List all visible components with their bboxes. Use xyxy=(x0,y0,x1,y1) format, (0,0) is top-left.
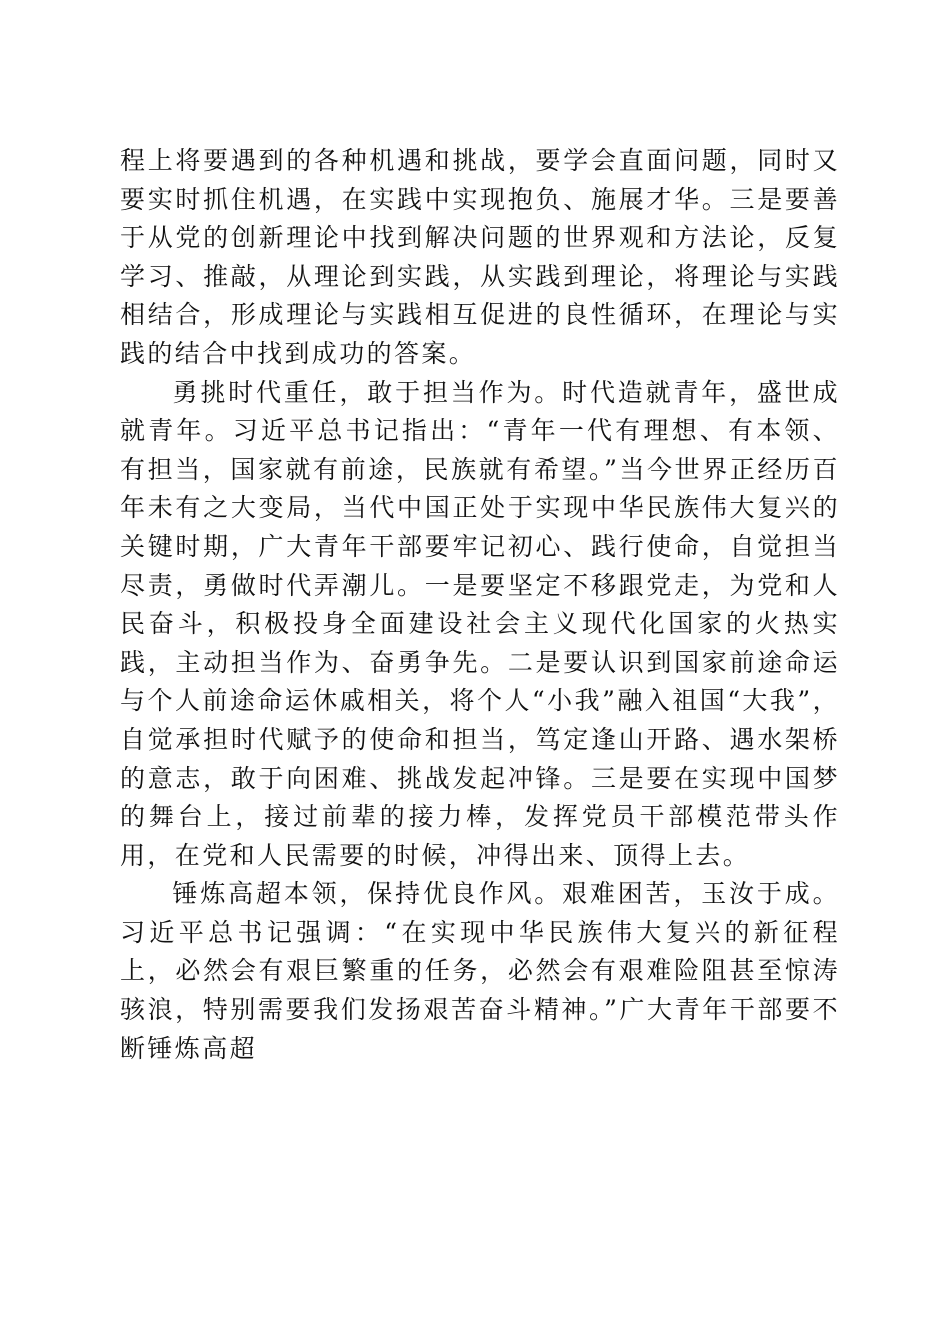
paragraph-2: 勇挑时代重任，敢于担当作为。时代造就青年，盛世成就青年。习近平总书记指出：“青年一代有理想、有本领、有担当，国家就有前途，民族就有希望。”当今世界正经历百年未有之大变局，当代中国正处于实现中华民族伟大复兴的关键时期，广大青年干部要牢记初心、践行使命，自觉担当尽责，勇做时代弄潮儿。一是要坚定不移跟党走，为党和人民奋斗，积极投身全面建设社会主义现代化国家的火热实践，主动担当作为、奋勇争先。二是要认识到国家前途命运与个人前途命运休戚相关，将个人“小我”融入祖国“大我”，自觉承担时代赋予的使命和担当，笃定逢山开路、遇水架桥的意志，敢于向困难、挑战发起冲锋。三是要在实现中国梦的舞台上，接过前辈的接力棒，发挥党员干部模范带头作用，在党和人民需要的时候，冲得出来、顶得上去。 xyxy=(120,377,840,870)
body-text xyxy=(120,142,840,1068)
paragraph-1: 程上将要遇到的各种机遇和挑战，要学会直面问题，同时又要实时抓住机遇，在实践中实现抱负、施展才华。三是要善于从党的创新理论中找到解决问题的世界观和方法论，反复学习、推敲，从理论到实践，从实践到理论，将理论与实践相结合，形成理论与实践相互促进的良性循环，在理论与实践的结合中找到成功的答案。 xyxy=(120,146,840,368)
paragraph-3: 锤炼高超本领，保持优良作风。艰难困苦，玉汝于成。习近平总书记强调：“在实现中华民族伟大复兴的新征程上，必然会有艰巨繁重的任务，必然会有艰难险阻甚至惊涛骇浪，特别需要我们发扬艰苦奋斗精神。”广大青年干部要不断锤炼高超 xyxy=(120,879,840,1063)
